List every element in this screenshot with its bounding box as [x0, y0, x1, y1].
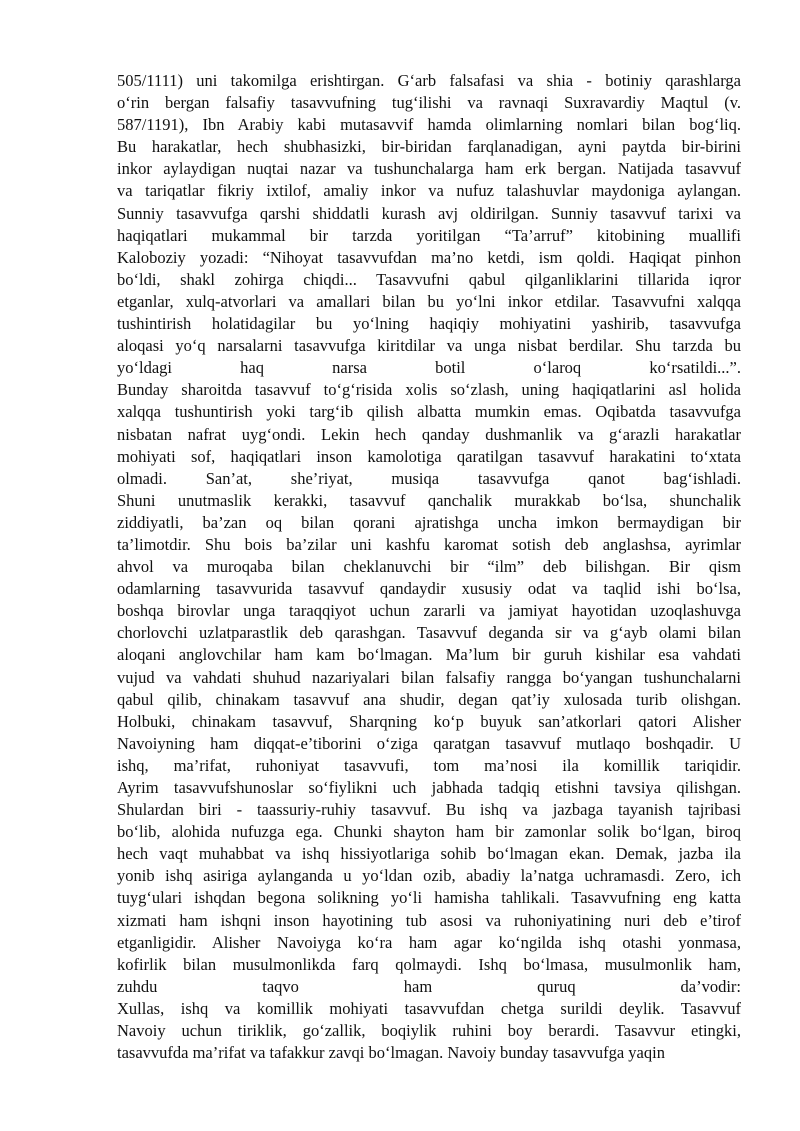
text-line: kofirlik bilan musulmonlikda farq qolmaydi. Ishq bo‘lmasa, musulmonlik ham, [117, 954, 741, 974]
text-line: chorlovchi uzlatparastlik deb qarashgan. Tasavvuf deganda sir va g‘ayb olami bilan [117, 623, 741, 643]
text-line: etganlar, xulq-atvorlari va amallari bilan bu yo‘lni inkor etdilar. Tasavvufni xalqqa [117, 291, 741, 311]
text-line: nisbatan nafrat uyg‘ondi. Lekin hech qanday dushmanlik va g‘arazli harakatlar [117, 424, 741, 444]
text-line: tasavvufda ma’rifat va tafakkur zavqi bo‘lmagan. Navoiy bunday tasavvufga yaqin [117, 1043, 665, 1063]
text-line: olmadi. San’at, she’riyat, musiqa tasavvufga qanot bag‘ishladi. [117, 468, 741, 488]
text-line: 505/1111) uni takomilga erishtirgan. G‘arb falsafasi va shia - botiniy qarashlarga [117, 71, 741, 90]
text-line: inkor aylaydigan nuqtai nazar va tushunchalarga ham erk bergan. Natijada tasavvuf [117, 159, 741, 179]
text-line: Xullas, ishq va komillik mohiyati tasavvufdan chetga surildi deylik. Tasavvuf [117, 998, 741, 1018]
text-line: vujud va vahdati shuhud nazariyalari bilan falsafiy rangga bo‘yangan tushunchalarni [117, 667, 741, 687]
text-line: etganligidir. Alisher Navoiyga ko‘ra ham agar ko‘ngilda ishq otashi yonmasa, [117, 932, 741, 952]
text-line: boshqa birovlar unga taraqqiyot uchun zararli va jamiyat hayotidan uzoqlashuvga [117, 601, 741, 621]
text-line: mohiyati sof, haqiqatlari inson kamolotiga qaratilgan tasavvuf harakatini to‘xtata [117, 446, 741, 466]
text-line: ziddiyatli, ba’zan oq bilan qorani ajratishga uncha imkon bermaydigan bir [117, 512, 741, 532]
text-line: ta’limotdir. Shu bois ba’zilar uni kashfu karomat sotish deb anglashsa, ayrimlar [117, 534, 741, 554]
text-line: Bu harakatlar, hech shubhasizki, bir-biridan farqlanadigan, ayni paytda bir-birini [117, 137, 741, 157]
text-line: o‘rin bergan falsafiy tasavvufning tug‘ilishi va ravnaqi Suxravardiy Maqtul (v. [117, 93, 741, 113]
text-line: tushintirish holatidagilar bu yo‘lning haqiqiy mohiyatini yashirib, tasavvufga [117, 314, 741, 334]
text-line: ishq, ma’rifat, ruhoniyat tasavvufi, tom ma’nosi ila komillik tariqidir. [117, 755, 741, 775]
text-line: qabul qilib, chinakam tasavvuf ana shudir, degan qat’iy xulosada turib olishgan. [117, 689, 741, 709]
text-line: bo‘ldi, shakl zohirga chiqdi... Tasavvufni qabul qilganliklarini tillarida iqror [117, 269, 741, 289]
text-line: bo‘lib, alohida nufuzga ega. Chunki shayton ham bir zamonlar solik bo‘lgan, biroq [117, 822, 741, 842]
text-line: aloqani anglovchilar ham kam bo‘lmagan. Ma’lum bir guruh kishilar esa vahdati [117, 645, 741, 665]
text-line: Kaloboziy yozadi: “Nihoyat tasavvufdan ma’no ketdi, ism qoldi. Haqiqat pinhon [117, 247, 741, 267]
text-line: va tariqatlar fikriy ixtilof, amaliy inkor va nufuz talashuvlar maydoniga aylangan. [117, 181, 741, 201]
text-line: ahvol va muroqaba bilan cheklanuvchi bir “ilm” deb bilishgan. Bir qism [117, 557, 741, 577]
body-text [117, 70, 741, 1064]
text-line: Bunday sharoitda tasavvuf to‘g‘risida xolis so‘zlash, uning haqiqatlarini asl holida [117, 380, 741, 400]
text-line: odamlarning tasavvurida tasavvuf qandaydir xususiy odat va taqlid ishi bo‘lsa, [117, 579, 741, 599]
text-line: hech vaqt muhabbat va ishq hissiyotlariga sohib bo‘lmagan ekan. Demak, jazba ila [117, 844, 741, 864]
text-line: yo‘ldagi haq narsa botil o‘laroq ko‘rsatildi...”. [117, 358, 741, 378]
text-line: xalqqa tushuntirish yoki targ‘ib qilish albatta mumkin emas. Oqibatda tasavvufga [117, 402, 741, 422]
text-line: tuyg‘ulari ishqdan begona solikning yo‘li hamisha tahlikali. Tasavvufning eng katta [117, 888, 741, 908]
text-line: 587/1191), Ibn Arabiy kabi mutasavvif hamda olimlarning nomlari bilan bog‘liq. [117, 115, 741, 135]
text-line: xizmati ham ishqni inson hayotining tub asosi va ruhoniyatining nuri deb e’tirof [117, 910, 741, 930]
text-line: Holbuki, chinakam tasavvuf, Sharqning ko‘p buyuk san’atkorlari qatori Alisher [117, 711, 741, 731]
text-line: Ayrim tasavvufshunoslar so‘fiylikni uch jabhada tadqiq etishni tavsiya qilishgan. [117, 778, 741, 797]
text-line: haqiqatlari mukammal bir tarzda yoritilgan “Ta’arruf” kitobining muallifi [117, 225, 741, 245]
text-line: aloqasi yo‘q narsalarni tasavvufga kiritdilar va unga nisbat berdilar. Shu tarzda bu [117, 336, 741, 356]
text-line: Shulardan biri - taassuriy-ruhiy tasavvuf. Bu ishq va jazbaga tayanish tajribasi [117, 800, 741, 820]
text-line: Shuni unutmaslik kerakki, tasavvuf qanchalik murakkab bo‘lsa, shunchalik [117, 490, 741, 510]
text-line: Navoiy uchun tiriklik, go‘zallik, boqiylik ruhini boy berardi. Tasavvur etingki, [117, 1021, 741, 1041]
text-line: zuhdu taqvo ham quruq da’vodir: [117, 976, 741, 996]
text-line: Navoiyning ham diqqat-e’tiborini o‘ziga qaratgan tasavvuf mutlaqo boshqadir. U [117, 733, 741, 753]
text-line: yonib ishq asiriga aylanganda u yo‘ldan ozib, abadiy la’natga uchramasdi. Zero, ich [117, 866, 741, 886]
text-line: Sunniy tasavvufga qarshi shiddatli kurash avj oldirilgan. Sunniy tasavvuf tarixi va [117, 203, 741, 223]
